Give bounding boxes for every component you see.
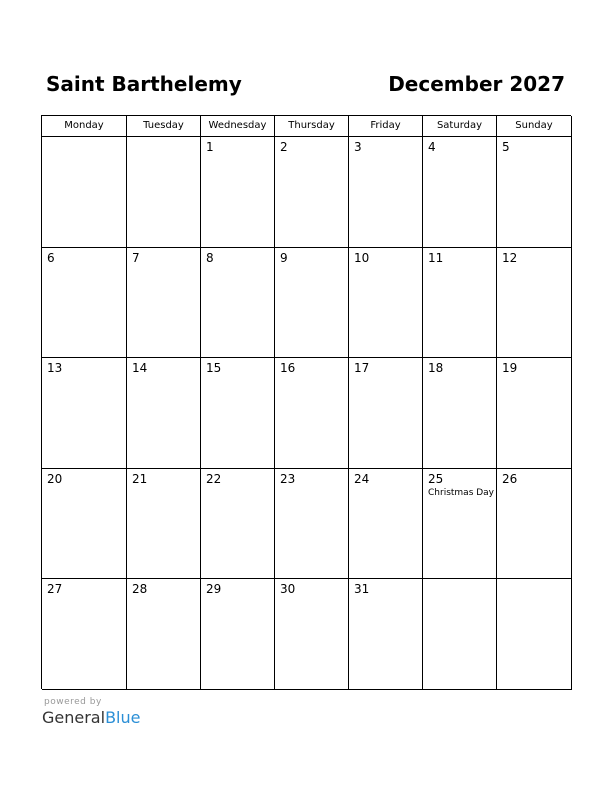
empty-day-cell [42,137,127,248]
day-cell [423,248,497,358]
day-cell [275,248,349,358]
day-number: 9 [280,251,288,265]
empty-day-cell [497,579,572,690]
weekday-header: Saturday [423,116,497,137]
day-cell [42,469,127,579]
day-number: 8 [206,251,214,265]
day-cell [42,248,127,358]
day-cell [349,579,423,690]
day-number: 24 [354,472,370,486]
day-cell [349,248,423,358]
day-number: 20 [47,472,63,486]
day-number: 4 [428,140,436,154]
day-number: 15 [206,361,222,375]
day-cell [349,358,423,469]
day-number: 16 [280,361,296,375]
day-number: 26 [502,472,518,486]
day-number: 7 [132,251,140,265]
day-number: 6 [47,251,55,265]
day-number: 18 [428,361,444,375]
weekday-header: Wednesday [201,116,275,137]
day-cell [127,358,201,469]
day-number: 29 [206,582,222,596]
day-number: 17 [354,361,370,375]
day-cell [127,579,201,690]
calendar-country-title: Saint Barthelemy [46,72,242,96]
day-cell [42,579,127,690]
day-number: 21 [132,472,148,486]
day-number: 27 [47,582,63,596]
day-number: 22 [206,472,222,486]
day-cell [201,137,275,248]
day-cell [42,358,127,469]
day-number: 13 [47,361,63,375]
day-cell [423,358,497,469]
day-cell [497,137,572,248]
day-cell [497,248,572,358]
day-number: 2 [280,140,288,154]
empty-day-cell [423,579,497,690]
day-number: 30 [280,582,296,596]
day-number: 5 [502,140,510,154]
day-number: 19 [502,361,518,375]
day-cell [275,579,349,690]
day-cell [201,579,275,690]
day-number: 3 [354,140,362,154]
weekday-header: Thursday [275,116,349,137]
day-cell [275,469,349,579]
day-number: 11 [428,251,444,265]
day-number: 23 [280,472,296,486]
day-cell [127,469,201,579]
day-number: 31 [354,582,370,596]
holiday-label: Christmas Day [428,488,495,498]
day-number: 14 [132,361,148,375]
day-cell [275,137,349,248]
day-cell [127,248,201,358]
day-cell [201,358,275,469]
day-cell [497,469,572,579]
calendar-grid [41,115,571,689]
day-number: 10 [354,251,370,265]
day-number: 28 [132,582,148,596]
day-number: 25 [428,472,444,486]
day-cell [201,248,275,358]
weekday-header: Sunday [497,116,572,137]
brand-text-general: General [42,708,106,727]
day-cell [349,137,423,248]
calendar-month-title: December 2027 [388,72,565,96]
empty-day-cell [127,137,201,248]
weekday-header: Monday [42,116,127,137]
day-cell [275,358,349,469]
powered-by-label: powered by [44,697,102,707]
generalblue-logo[interactable] [42,708,140,728]
brand-text-blue: Blue [105,708,141,727]
day-cell [201,469,275,579]
day-number: 1 [206,140,214,154]
day-cell [423,137,497,248]
day-number: 12 [502,251,518,265]
day-cell [497,358,572,469]
weekday-header: Friday [349,116,423,137]
weekday-header: Tuesday [127,116,201,137]
day-cell [423,469,497,579]
day-cell [349,469,423,579]
